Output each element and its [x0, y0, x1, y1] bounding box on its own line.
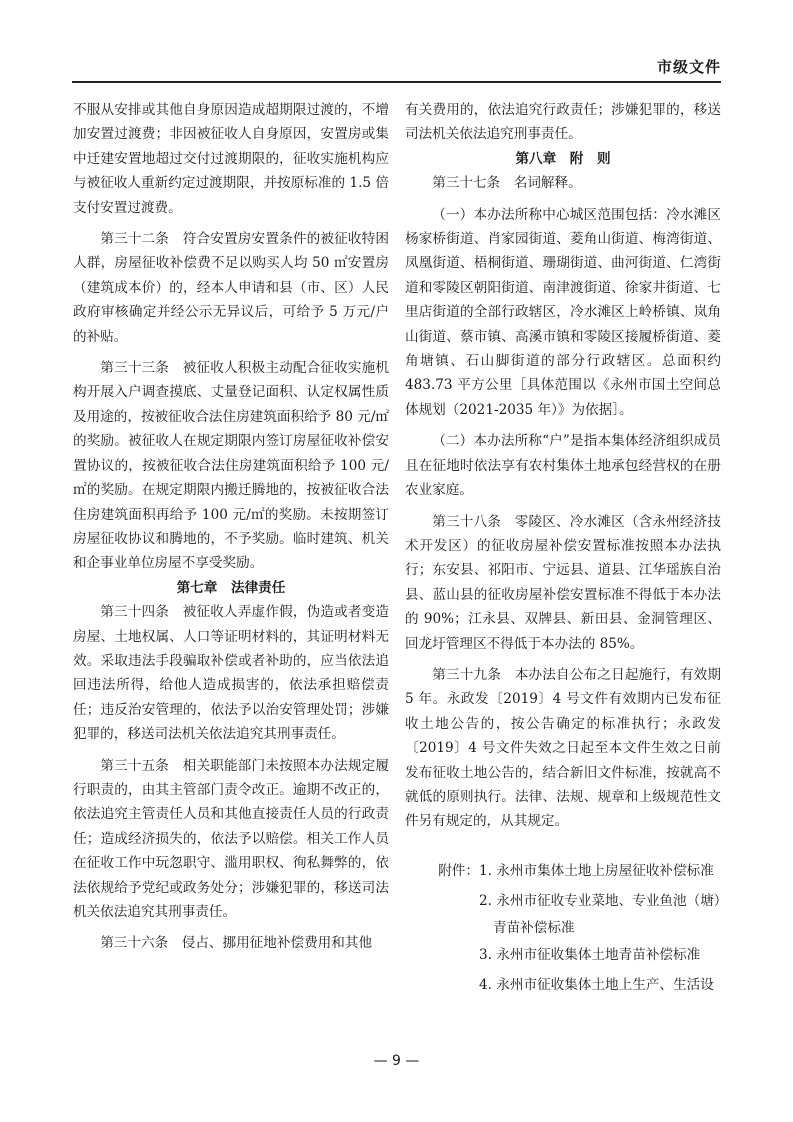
right-column — [405, 98, 728, 1000]
header-title: 市级文件 — [656, 58, 721, 76]
attachments-list — [405, 856, 728, 1000]
attachment-text: 青苗补偿标准 — [493, 919, 575, 936]
attachment-text: 2. 永州市征收专业菜地、专业鱼池（塘） — [479, 892, 728, 909]
page-number: — 9 — — [373, 1053, 420, 1069]
article-paragraph: 第三十二条 符合安置房安置条件的被征收特困人群，房屋征收补偿费不足以购买人均 50 ㎡安置房（建筑成本价）的，经本人申请和县（市、区）人民政府审核确定并经公示无异议后，可给予 5 万元/户的补贴。 — [73, 231, 389, 345]
article-paragraph: （二）本办法所称“户”是指本集体经济组织成员且在征地时依法享有农村集体土地承包经营权的在册农业家庭。 — [405, 433, 721, 499]
article-paragraph: 第三十八条 零陵区、冷水滩区（含永州经济技术开发区）的征收房屋补偿安置标准按照本办法执行；东安县、祁阳市、宁远县、道县、江华瑶族自治县、蓝山县的征收房屋补偿安置标准不得低于本办法的 90%；江永县、双牌县、新田县、金洞管理区、回龙圩管理区不得低于本办法的 85%。 — [405, 513, 721, 652]
attachment-item — [405, 856, 721, 886]
header-rule — [72, 81, 721, 83]
chapter-heading: 第八章 附 则 — [515, 150, 611, 167]
attachment-item — [405, 940, 721, 970]
left-column — [73, 98, 389, 956]
article-paragraph: 不服从安排或其他自身原因造成超期限过渡的，不增加安置过渡费；非因被征收人自身原因，安置房或集中迁建安置地超过交付过渡期限的，征收实施机构应与被征收人重新约定过渡期限，并按原标准的 1.5 倍支付安置过渡费。 — [73, 102, 389, 216]
article-paragraph: 有关费用的，依法追究行政责任；涉嫌犯罪的，移送司法机关依法追究刑事责任。 — [405, 102, 721, 143]
attachment-text: 3. 永州市征收集体土地青苗补偿标准 — [479, 946, 701, 963]
attachment-item — [405, 886, 728, 916]
article-paragraph: 第三十六条 侵占、挪用征地补偿费用和其他 — [100, 935, 373, 952]
attachment-item — [405, 970, 721, 1000]
attachment-item — [405, 916, 721, 940]
attachment-text: 4. 永州市征收集体土地上生产、生活设 — [479, 976, 714, 993]
attachment-text: 1. 永州市集体土地上房屋征收补偿标准 — [479, 862, 714, 879]
article-paragraph: （一）本办法所称中心城区范围包括：冷水滩区杨家桥街道、肖家园街道、菱角山街道、梅湾街道、凤凰街道、梧桐街道、珊瑚街道、曲河街道、仁湾街道和零陵区朝阳街道、南津渡街道、徐家井街道、七里店街道的全部行政辖区，冷水滩区上岭桥镇、岚角山街道、蔡市镇、高溪市镇和零陵区接履桥街道、菱角塘镇、石山脚街道的部分行政辖区。总面积约 483.73 平方公里［具体范围以《永州市国土空间总体规划（2021-2035 年）》为依据］。 — [405, 206, 721, 418]
attachments-label: 附件： — [438, 862, 479, 879]
article-paragraph: 第三十九条 本办法自公布之日起施行，有效期 5 年。永政发〔2019〕4 号文件有效期内已发布征收土地公告的，按公告确定的标准执行；永政发〔2019〕4 号文件失效之日起至本文件生效之日前发布征收土地公告的，结合新旧文件标准，按就高不就低的原则执行。法律、法规、规章和上级规范性文件另有规定的，从其规定。 — [405, 666, 721, 830]
article-paragraph: 第三十四条 被征收人弄虚作假，伪造或者变造房屋、土地权属、人口等证明材料的，其证明材料无效。采取违法手段骗取补偿或者补助的，应当依法追回违法所得，给他人造成损害的，依法承担赔偿责任；违反治安管理的，依法予以治安管理处罚；涉嫌犯罪的，移送司法机关依法追究其刑事责任。 — [73, 604, 389, 743]
article-paragraph: 第三十七条 名词解释。 — [432, 175, 582, 192]
article-paragraph: 第三十五条 相关职能部门未按照本办法规定履行职责的，由其主管部门责令改正。逾期不改正的，依法追究主管责任人员和其他直接责任人员的行政责任；造成经济损失的，依法予以赔偿。相关工作人员在征收工作中玩忽职守、滥用职权、徇私舞弊的，依法依规给予党纪或政务处分；涉嫌犯罪的，移送司法机关依法追究其刑事责任。 — [73, 757, 389, 920]
chapter-heading: 第七章 法律责任 — [176, 579, 286, 596]
article-paragraph: 第三十三条 被征收人积极主动配合征收实施机构开展入户调查摸底、丈量登记面积、认定权属性质及用途的，按被征收合法住房建筑面积给予 80 元/㎡的奖励。被征收人在规定期限内签订房屋征收补偿安置协议的，按被征收合法住房建筑面积给予 100 元/㎡的奖励。在规定期限内搬迁腾地的，按被征收合法住房建筑面积再给予 100 元/㎡的奖励。未按期签订房屋征收协议和腾地的，不予奖励。临时建筑、机关和企事业单位房屋不享受奖励。 — [73, 360, 389, 572]
